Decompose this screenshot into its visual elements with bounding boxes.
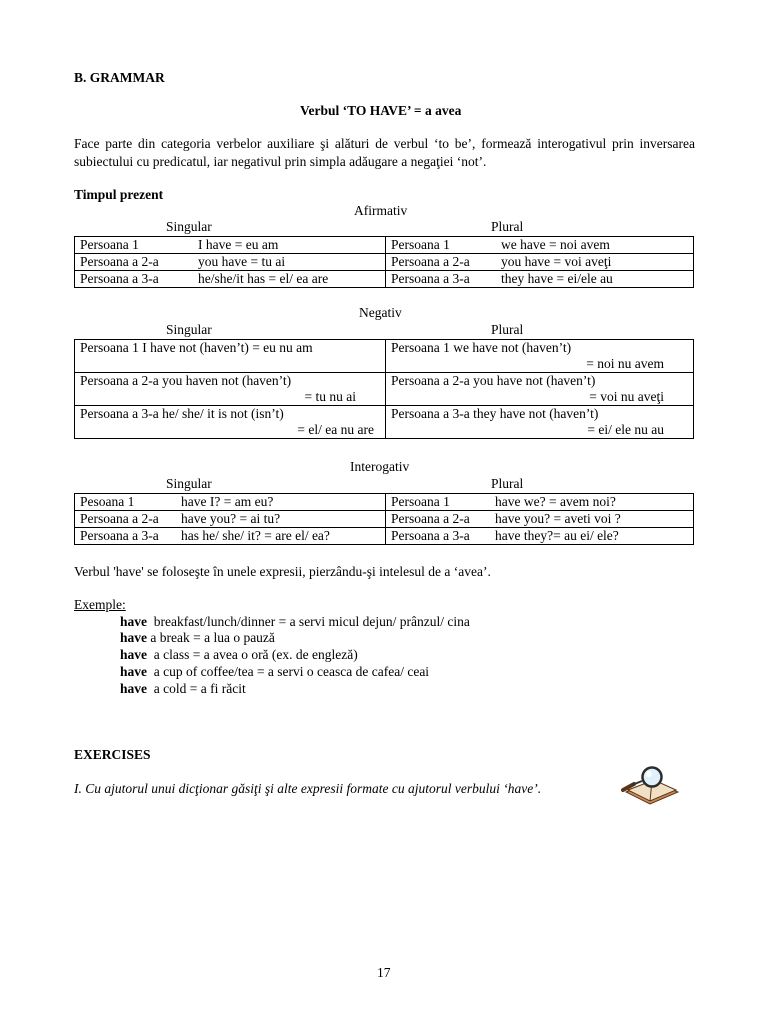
person-label: Persoana a 2-a (391, 511, 470, 526)
example-verb: have (120, 614, 147, 629)
example-text: a cup of coffee/tea = a servi o ceasca de cafea/ ceai (147, 664, 430, 679)
example-text: a break = a lua o pauză (147, 630, 275, 645)
interrogative-table (74, 493, 694, 545)
example-verb: have (120, 647, 147, 662)
list-item (120, 647, 358, 663)
dictionary-magnifier-icon (620, 766, 682, 806)
table-cell (75, 494, 386, 511)
person-label: Persoana 1 (391, 237, 450, 252)
person-label: Persoana a 2-a (80, 511, 159, 526)
example-text: a cold = a fi răcit (147, 681, 246, 696)
plural-label: Plural (491, 219, 524, 234)
plural-label: Plural (491, 322, 524, 337)
intro-paragraph: Face parte din categoria verbelor auxiliare şi alături de verbul ‘to be’, formează interogativul prin inversarea subiectului cu predicatul, iar negativul prin simpla adăugare a negaţiei ‘not’. (74, 136, 695, 169)
form-text: have you? = aveti voi ? (495, 511, 621, 526)
table-cell (386, 340, 694, 373)
affirmative-heading: Afirmativ (354, 203, 408, 218)
form-text: we have = noi avem (501, 237, 610, 252)
form-text: Persoana a 2-a you haven not (haven’t) (80, 373, 292, 388)
form-text: = ei/ ele nu au (587, 422, 664, 437)
table-row (75, 271, 694, 288)
person-label: Pesoana 1 (80, 494, 135, 509)
form-text: = noi nu avem (586, 356, 664, 371)
person-label: Persoana 1 (80, 237, 139, 252)
note-text: Verbul 'have' se foloseşte în unele expresii, pierzându-şi intelesul de a ‘avea’. (74, 564, 491, 579)
list-item (120, 630, 275, 646)
negative-table (74, 339, 694, 439)
table-row (75, 406, 694, 439)
form-text: they have = ei/ele au (501, 271, 613, 286)
form-text: Persoana 1 we have not (haven’t) (391, 340, 572, 355)
table-cell (75, 271, 386, 288)
table-row (75, 494, 694, 511)
example-verb: have (120, 664, 147, 679)
form-text: has he/ she/ it? = are el/ ea? (181, 528, 330, 543)
form-text: Persoana a 3-a they have not (haven’t) (391, 406, 599, 421)
plural-label: Plural (491, 476, 524, 491)
form-text: have I? = am eu? (181, 494, 274, 509)
interrogative-heading: Interogativ (350, 459, 410, 474)
page-number: 17 (377, 965, 391, 980)
person-label: Persoana a 3-a (391, 528, 470, 543)
form-text: you have = tu ai (198, 254, 286, 269)
singular-label: Singular (166, 322, 212, 337)
table-cell (75, 254, 386, 271)
exercises-heading: EXERCISES (74, 747, 151, 762)
table-cell (386, 237, 694, 254)
list-item (120, 614, 470, 630)
form-text: have we? = avem noi? (495, 494, 616, 509)
table-row (75, 511, 694, 528)
tense-heading: Timpul prezent (74, 187, 164, 202)
person-label: Persoana a 3-a (80, 271, 159, 286)
main-title: Verbul ‘TO HAVE’ = a avea (300, 103, 462, 118)
person-label: Persoana a 2-a (80, 254, 159, 269)
table-cell (386, 254, 694, 271)
form-text: = voi nu aveţi (589, 389, 664, 404)
table-cell (75, 406, 386, 439)
exercise-1-text: I. Cu ajutorul unui dicţionar găsiţi şi alte expresii formate cu ajutorul verbului ‘have’. (74, 781, 542, 796)
form-text: you have = voi aveţi (501, 254, 612, 269)
person-label: Persoana 1 (391, 494, 450, 509)
table-cell (386, 406, 694, 439)
form-text: = el/ ea nu are (297, 422, 374, 437)
form-text: Persoana a 3-a he/ she/ it is not (isn’t) (80, 406, 284, 421)
table-cell (75, 373, 386, 406)
table-row (75, 528, 694, 545)
table-row (75, 373, 694, 406)
table-cell (386, 528, 694, 545)
table-cell (75, 528, 386, 545)
example-verb: have (120, 630, 147, 645)
table-cell (386, 373, 694, 406)
example-text: a class = a avea o oră (ex. de engleză) (147, 647, 358, 662)
singular-label: Singular (166, 219, 212, 234)
section-title: B. GRAMMAR (74, 70, 165, 85)
table-cell (386, 271, 694, 288)
table-row (75, 254, 694, 271)
table-cell (75, 511, 386, 528)
person-label: Persoana a 3-a (391, 271, 470, 286)
table-row (75, 237, 694, 254)
form-text: = tu nu ai (304, 389, 356, 404)
form-text: Persoana a 2-a you have not (haven’t) (391, 373, 596, 388)
person-label: Persoana a 2-a (391, 254, 470, 269)
form-text (80, 356, 380, 372)
list-item (120, 664, 429, 680)
form-text: I have = eu am (198, 237, 279, 252)
person-label: Persoana a 3-a (80, 528, 159, 543)
table-cell (386, 494, 694, 511)
affirmative-table (74, 236, 694, 288)
form-text: have they?= au ei/ ele? (495, 528, 619, 543)
examples-label: Exemple: (74, 597, 126, 612)
list-item (120, 681, 246, 697)
form-text: have you? = ai tu? (181, 511, 281, 526)
example-text: breakfast/lunch/dinner = a servi micul dejun/ prânzul/ cina (147, 614, 470, 629)
table-row (75, 340, 694, 373)
example-verb: have (120, 681, 147, 696)
table-cell (75, 237, 386, 254)
table-cell (75, 340, 386, 373)
form-text: he/she/it has = el/ ea are (198, 271, 329, 286)
table-cell (386, 511, 694, 528)
negative-heading: Negativ (359, 305, 402, 320)
form-text: Persoana 1 I have not (haven’t) = eu nu am (80, 340, 313, 355)
singular-label: Singular (166, 476, 212, 491)
